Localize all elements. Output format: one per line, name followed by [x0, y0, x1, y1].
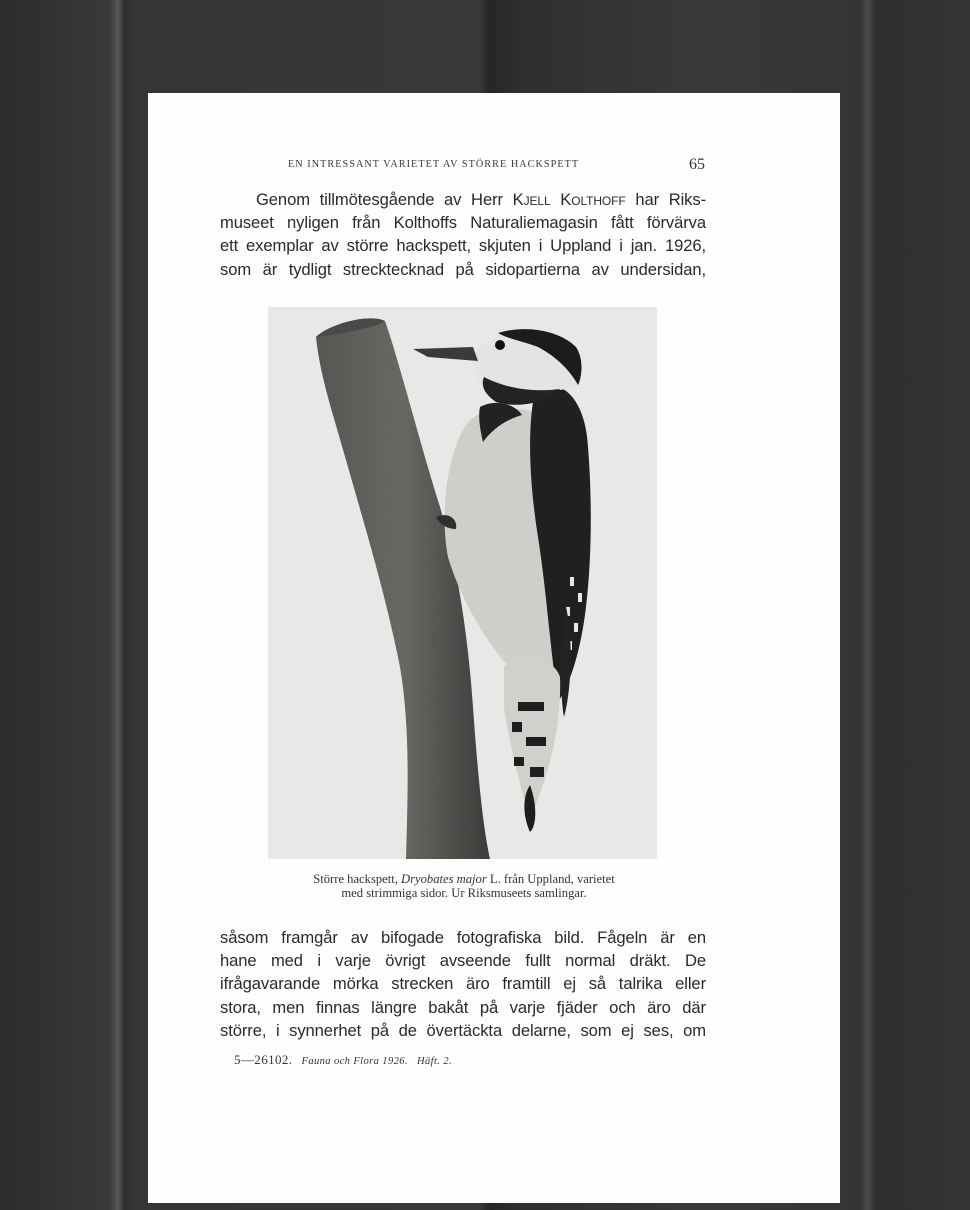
figure-caption	[260, 872, 668, 900]
text-line: större, i synnerhet på de övertäckta delarne, som ej ses, om	[220, 1020, 706, 1040]
woodpecker-illustration	[268, 307, 657, 859]
text-line: ifrågavarande mörka strecken äro framtill ej så talrika eller	[220, 974, 706, 994]
text-line: som är tydligt strecktecknad på sidopartierna av undersidan,	[220, 259, 706, 279]
text-line: stora, men finnas längre bakåt på varje fjäder och äro där	[220, 997, 706, 1017]
person-name: Kjell Kolthoff	[512, 190, 626, 209]
text-line: hane med i varje övrigt avseende fullt normal dräkt. De	[220, 951, 706, 971]
issue-number: Häft. 2.	[417, 1056, 453, 1067]
species-name: Dryobates major	[401, 872, 487, 886]
woodpecker-photo	[268, 307, 657, 859]
page-footer	[234, 1052, 452, 1068]
running-head: EN INTRESSANT VARIETET AV STÖRRE HACKSPETT	[288, 159, 580, 170]
journal-title: Fauna och Flora 1926.	[301, 1056, 408, 1067]
printer-signature: 5—26102.	[234, 1052, 293, 1067]
caption-line: med strimmiga sidor. Ur Riksmuseets samlingar.	[341, 886, 587, 900]
paragraph-continuation	[220, 926, 706, 1042]
caption-line: Större hackspett, Dryobates major L. från Uppland, varietet	[313, 872, 615, 886]
text-line: såsom framgår av bifogade fotografiska bild. Fågeln är en	[220, 928, 706, 947]
text-line: ett exemplar av större hackspett, skjuten i Uppland i jan. 1926,	[220, 236, 706, 256]
text-line: Genom tillmötesgående av Herr Kjell Kolthoff har Riks-	[256, 190, 706, 209]
paragraph-intro	[220, 188, 706, 281]
page-number: 65	[689, 156, 705, 173]
book-page	[148, 93, 840, 1203]
text-line: museet nyligen från Kolthoffs Naturaliemagasin fått förvärva	[220, 213, 706, 233]
